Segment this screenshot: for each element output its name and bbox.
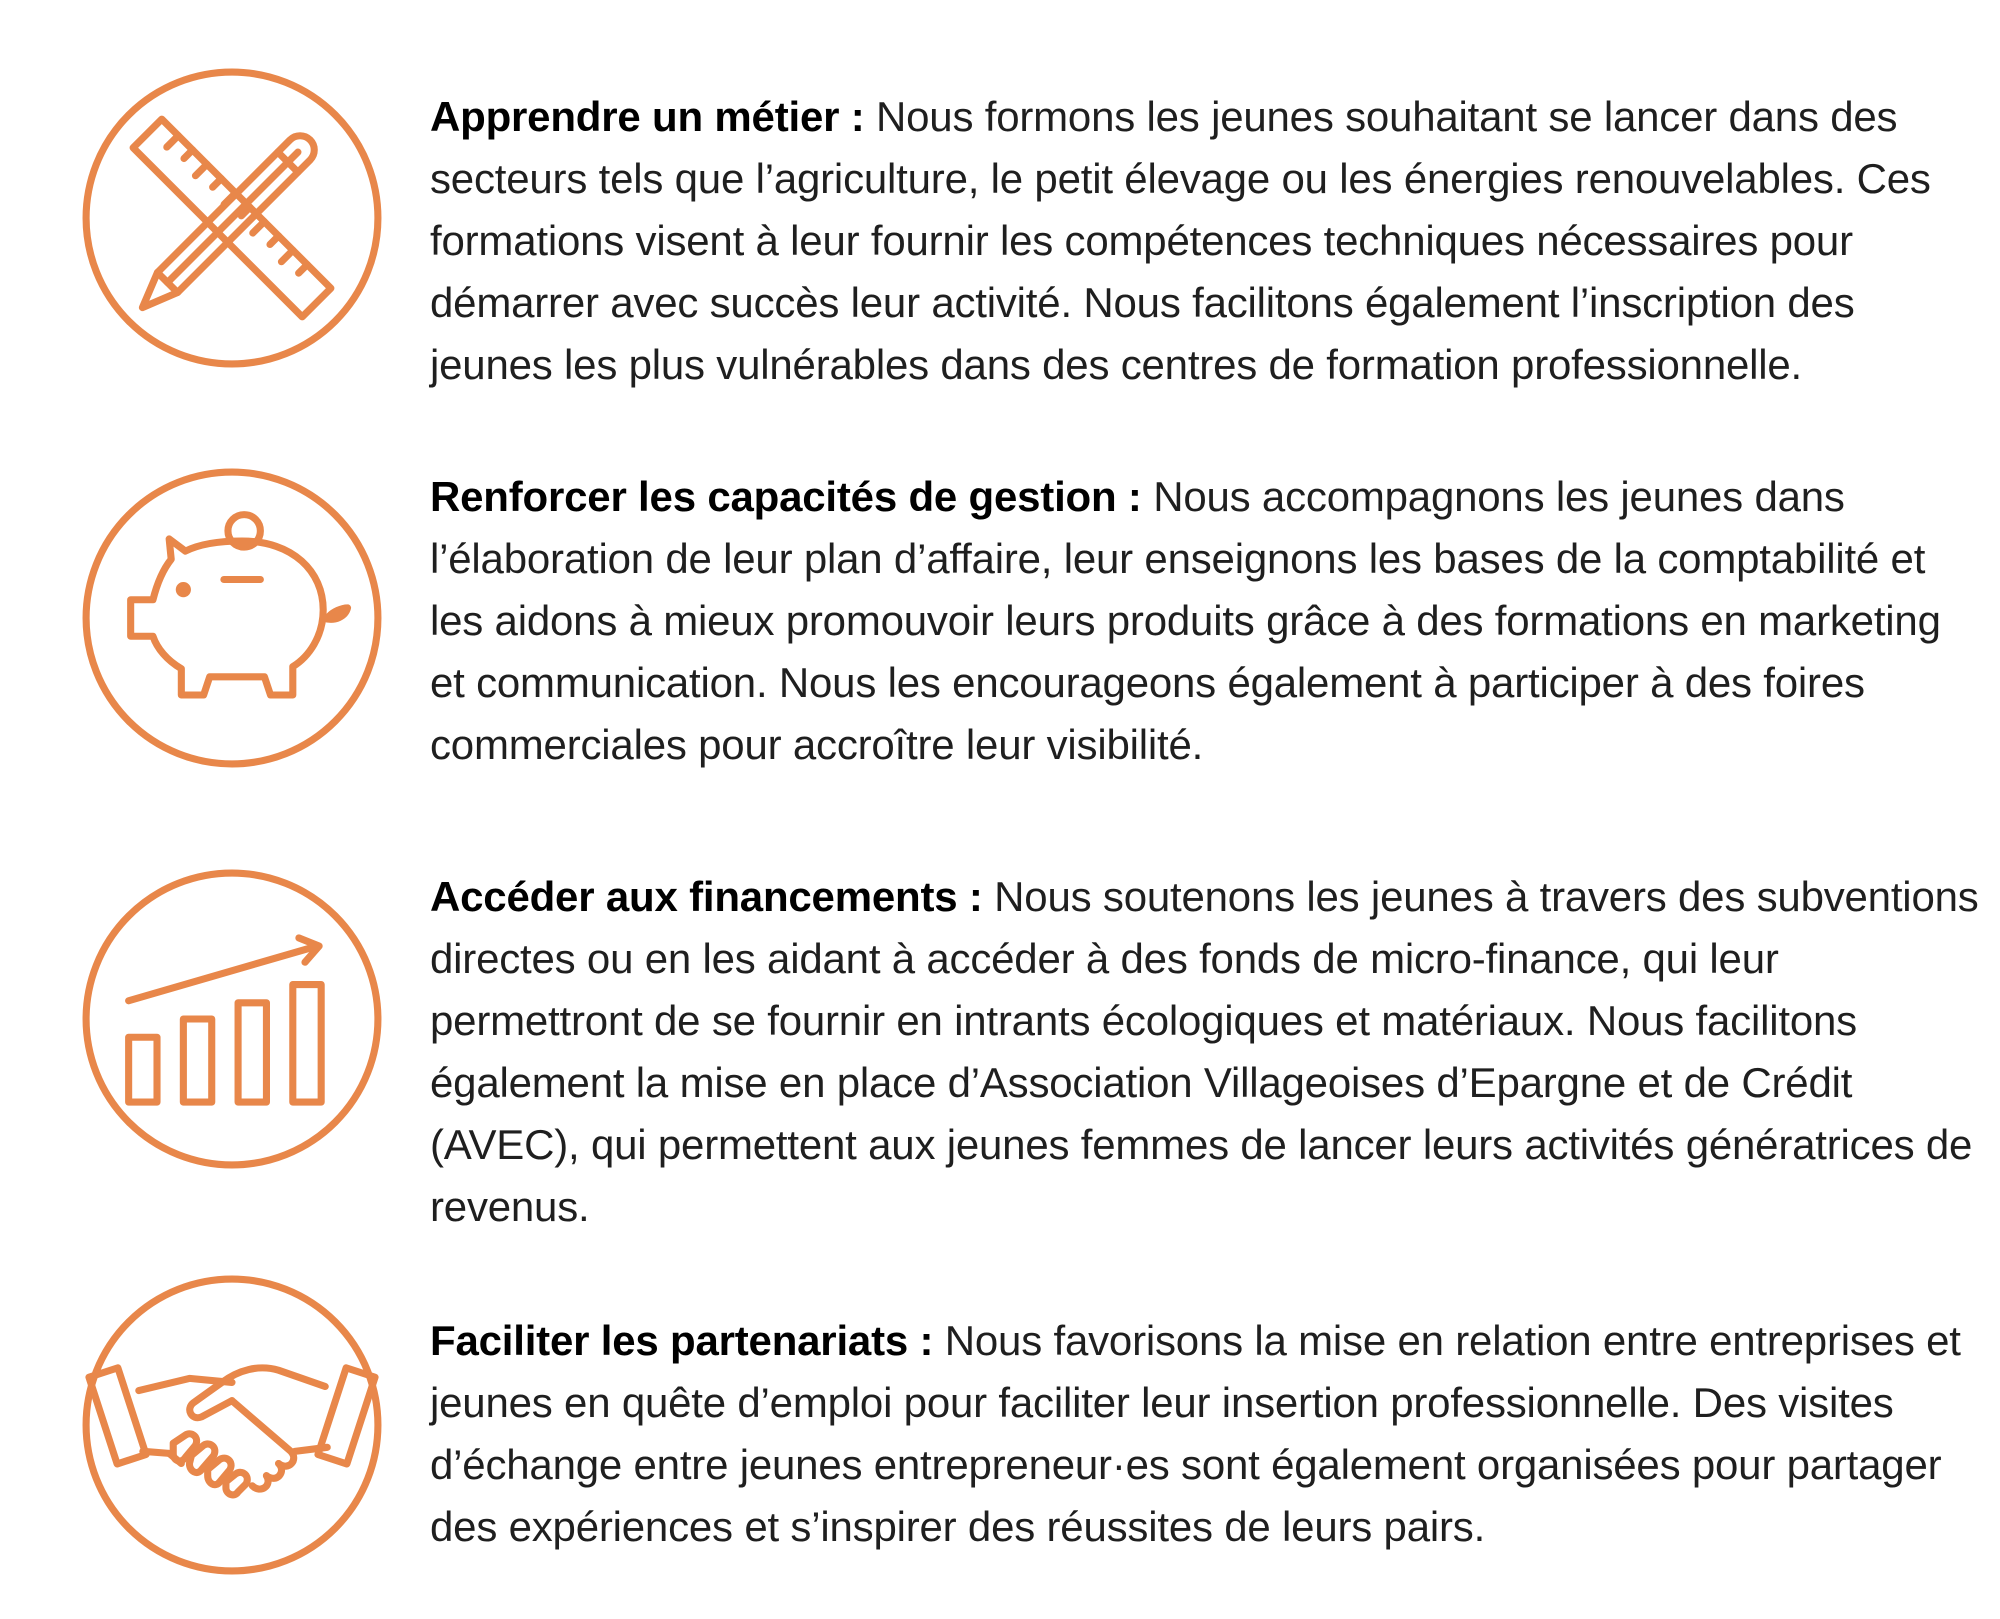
item-title: Accéder aux financements : <box>430 873 983 920</box>
item-title: Faciliter les partenariats : <box>430 1317 934 1364</box>
piggy-bank-icon <box>80 466 384 770</box>
item-title: Apprendre un métier : <box>430 93 865 140</box>
item-body: Nous formons les jeunes souhaitant se lancer dans des secteurs tels que l’agriculture, le petit élevage ou les énergies renouvelables. Ces formations visent à leur fournir les compétences techniques nécessaires pour démarrer avec succès leur activité. Nous facilitons également l’inscription des jeunes les plus vulnérables dans des centres de formation professionnelle. <box>430 93 1931 388</box>
item-body: Nous soutenons les jeunes à travers des subventions directes ou en les aidant à accéder à des fonds de micro-finance, qui leur permettront de se fournir en intrants écologiques et matériaux. Nous facilitons également la mise en place d’Association Villageoises d’Epargne et de Crédit (AVEC), qui permettent aux jeunes femmes de lancer leurs activités génératrices de revenus. <box>430 873 1979 1230</box>
ruler-pencil-icon <box>80 66 384 370</box>
item-title: Renforcer les capacités de gestion : <box>430 473 1142 520</box>
item-body: Nous accompagnons les jeunes dans l’élaboration de leur plan d’affaire, leur enseignons les bases de la comptabilité et les aidons à mieux promouvoir leurs produits grâce à des formations en marketing et communication. Nous les encourageons également à participer à des foires commerciales pour accroître leur visibilité. <box>430 473 1941 768</box>
item-body: Nous favorisons la mise en relation entre entreprises et jeunes en quête d’emploi pour faciliter leur insertion professionnelle. Des visites d’échange entre jeunes entrepreneur·es sont également organisées pour partager des expériences et s’inspirer des réussites de leurs pairs. <box>430 1317 1961 1550</box>
growth-chart-icon <box>80 867 384 1171</box>
handshake-icon <box>80 1273 384 1577</box>
